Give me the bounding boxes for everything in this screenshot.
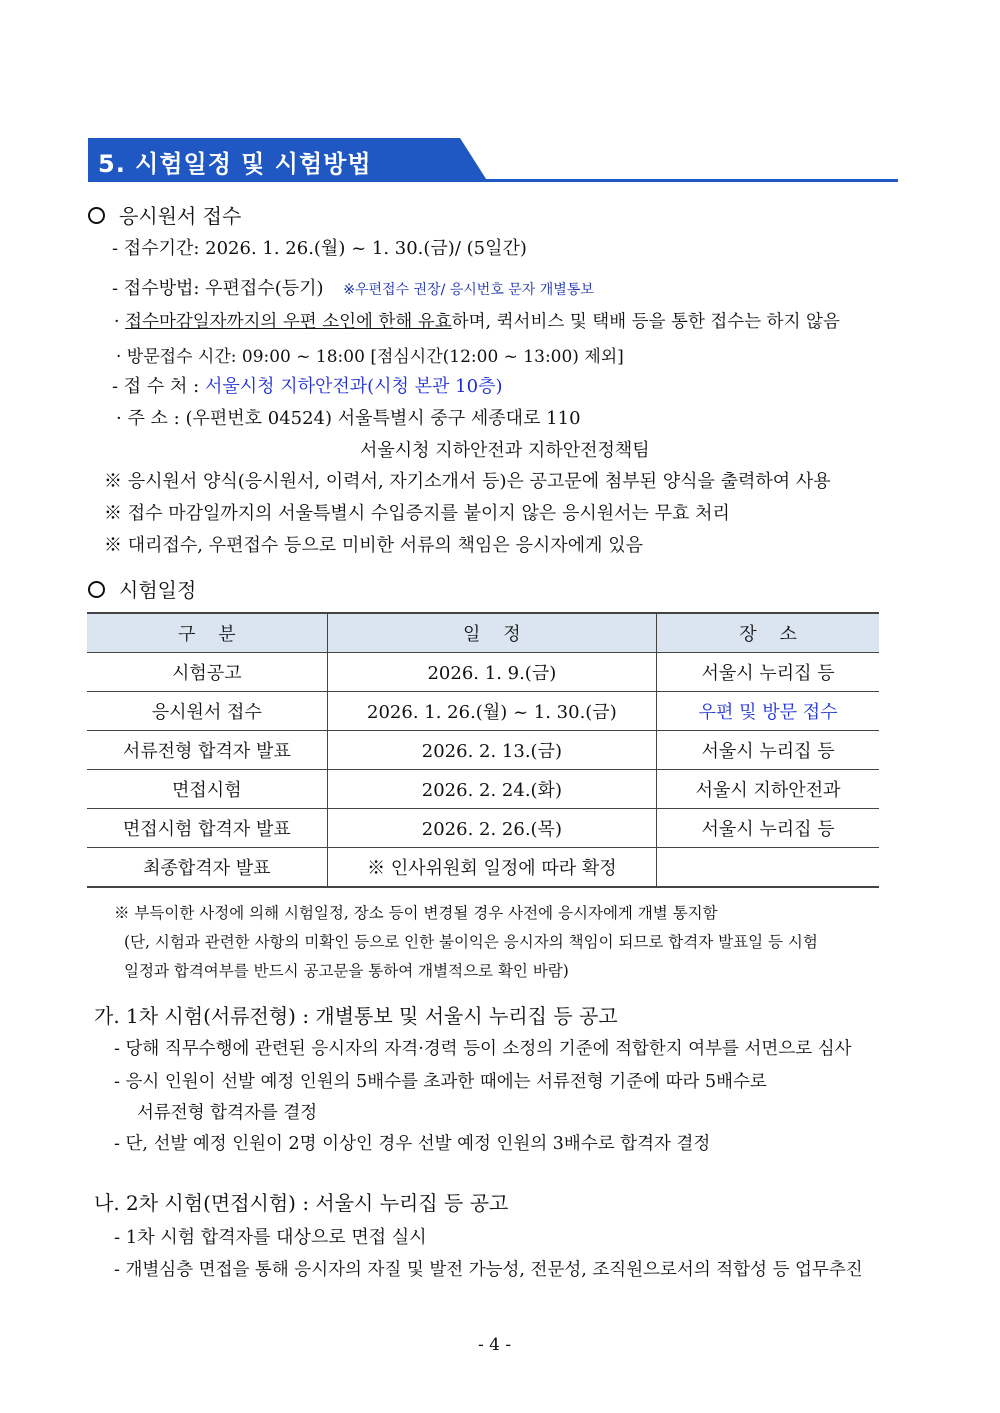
table-cell: 응시원서 접수 — [87, 692, 327, 731]
application-address-line2: 서울시청 지하안전과 지하안전정책팀 — [360, 440, 650, 461]
application-deadline: · 접수마감일자까지의 우편 소인에 한해 유효하며, 퀵서비스 및 택배 등을 통한 접수는 하지 않음 — [114, 312, 840, 332]
application-visit-hours: · 방문접수 시간: 09:00 ~ 18:00 [점심시간(12:00 ~ 13:00) 제외] — [116, 347, 624, 367]
application-period: - 접수기간: 2026. 1. 26.(월) ~ 1. 30.(금)/ (5일간) — [112, 238, 527, 259]
column-header-category: 구 분 — [87, 613, 327, 653]
table-row — [87, 809, 879, 848]
table-cell: 2026. 1. 26.(월) ~ 1. 30.(금) — [327, 692, 656, 731]
first-exam-line1: - 당해 직무수행에 관련된 응시자의 자격·경력 등이 소정의 기준에 적합한지 여부를 서면으로 심사 — [114, 1039, 852, 1059]
circle-bullet-icon — [88, 581, 105, 598]
application-method: - 접수방법: 우편접수(등기) ※우편접수 권장/ 응시번호 문자 개별통보 — [112, 278, 594, 299]
section-header — [88, 138, 898, 184]
column-header-place: 장 소 — [657, 613, 879, 653]
application-method-note: ※우편접수 권장/ 응시번호 문자 개별통보 — [343, 282, 594, 298]
table-cell: 2026. 1. 9.(금) — [327, 653, 656, 692]
schedule-table — [87, 612, 879, 888]
application-place: - 접 수 처 : 서울시청 지하안전과(시청 본관 10층) — [112, 376, 503, 397]
first-exam-line2: - 응시 인원이 선발 예정 인원의 5배수를 초과한 때에는 서류전형 기준에 따라 5배수로 — [114, 1072, 767, 1092]
page-number: - 4 - — [478, 1335, 512, 1355]
schedule-heading: 시험일정 — [88, 574, 196, 603]
table-cell: 시험공고 — [87, 653, 327, 692]
table-cell: 2026. 2. 26.(목) — [327, 809, 656, 848]
application-address-line1: · 주 소 : (우편번호 04524) 서울특별시 중구 세종대로 110 — [116, 408, 581, 429]
section-title: 5. 시험일정 및 시험방법 — [98, 150, 372, 178]
table-cell: 서류전형 합격자 발표 — [87, 731, 327, 770]
table-cell: 2026. 2. 13.(금) — [327, 731, 656, 770]
table-cell: 최종합격자 발표 — [87, 848, 327, 888]
table-row — [87, 848, 879, 888]
table-cell: 서울시 누리집 등 — [657, 653, 879, 692]
column-header-date: 일 정 — [327, 613, 656, 653]
application-place-value: 서울시청 지하안전과(시청 본관 10층) — [204, 376, 503, 397]
table-cell: 2026. 2. 24.(화) — [327, 770, 656, 809]
second-exam-line2: - 개별심층 면접을 통해 응시자의 자질 및 발전 가능성, 전문성, 조직원으로서의 적합성 등 업무추진 — [114, 1260, 863, 1280]
deadline-underlined: 접수마감일자까지의 우편 소인에 한해 유효 — [125, 312, 452, 332]
application-note-1: ※ 응시원서 양식(응시원서, 이력서, 자기소개서 등)은 공고문에 첨부된 양식을 출력하여 사용 — [104, 471, 831, 492]
table-cell: 서울시 누리집 등 — [657, 731, 879, 770]
table-cell — [657, 848, 879, 888]
table-cell: 면접시험 합격자 발표 — [87, 809, 327, 848]
schedule-note-line2: (단, 시험과 관련한 사항의 미확인 등으로 인한 불이익은 응시자의 책임이 되므로 합격자 발표일 등 시험 — [124, 933, 818, 951]
schedule-note-line1: ※ 부득이한 사정에 의해 시험일정, 장소 등이 변경될 경우 사전에 응시자에게 개별 통지함 — [114, 904, 718, 922]
table-cell: 서울시 누리집 등 — [657, 809, 879, 848]
application-heading: 응시원서 접수 — [88, 200, 241, 229]
table-header-row — [87, 613, 879, 653]
second-exam-heading: 나. 2차 시험(면접시험) : 서울시 누리집 등 공고 — [94, 1191, 509, 1215]
table-cell: 서울시 지하안전과 — [657, 770, 879, 809]
table-row — [87, 731, 879, 770]
table-cell: 면접시험 — [87, 770, 327, 809]
section-header-rule — [88, 179, 898, 182]
second-exam-line1: - 1차 시험 합격자를 대상으로 면접 실시 — [114, 1227, 427, 1248]
circle-bullet-icon — [88, 207, 105, 224]
first-exam-line3: 서류전형 합격자를 결정 — [137, 1103, 318, 1123]
table-cell: ※ 인사위원회 일정에 따라 확정 — [327, 848, 656, 888]
table-row — [87, 692, 879, 731]
table-row — [87, 653, 879, 692]
application-note-2: ※ 접수 마감일까지의 서울특별시 수입증지를 붙이지 않은 응시원서는 무효 처리 — [104, 503, 730, 524]
application-note-3: ※ 대리접수, 우편접수 등으로 미비한 서류의 책임은 응시자에게 있음 — [104, 535, 643, 556]
schedule-note-line3: 일정과 합격여부를 반드시 공고문을 통하여 개별적으로 확인 바람) — [124, 962, 569, 980]
first-exam-heading: 가. 1차 시험(서류전형) : 개별통보 및 서울시 누리집 등 공고 — [94, 1004, 618, 1028]
table-row — [87, 770, 879, 809]
table-cell: 우편 및 방문 접수 — [657, 692, 879, 731]
first-exam-line4: - 단, 선발 예정 인원이 2명 이상인 경우 선발 예정 인원의 3배수로 합격자 결정 — [114, 1134, 711, 1154]
